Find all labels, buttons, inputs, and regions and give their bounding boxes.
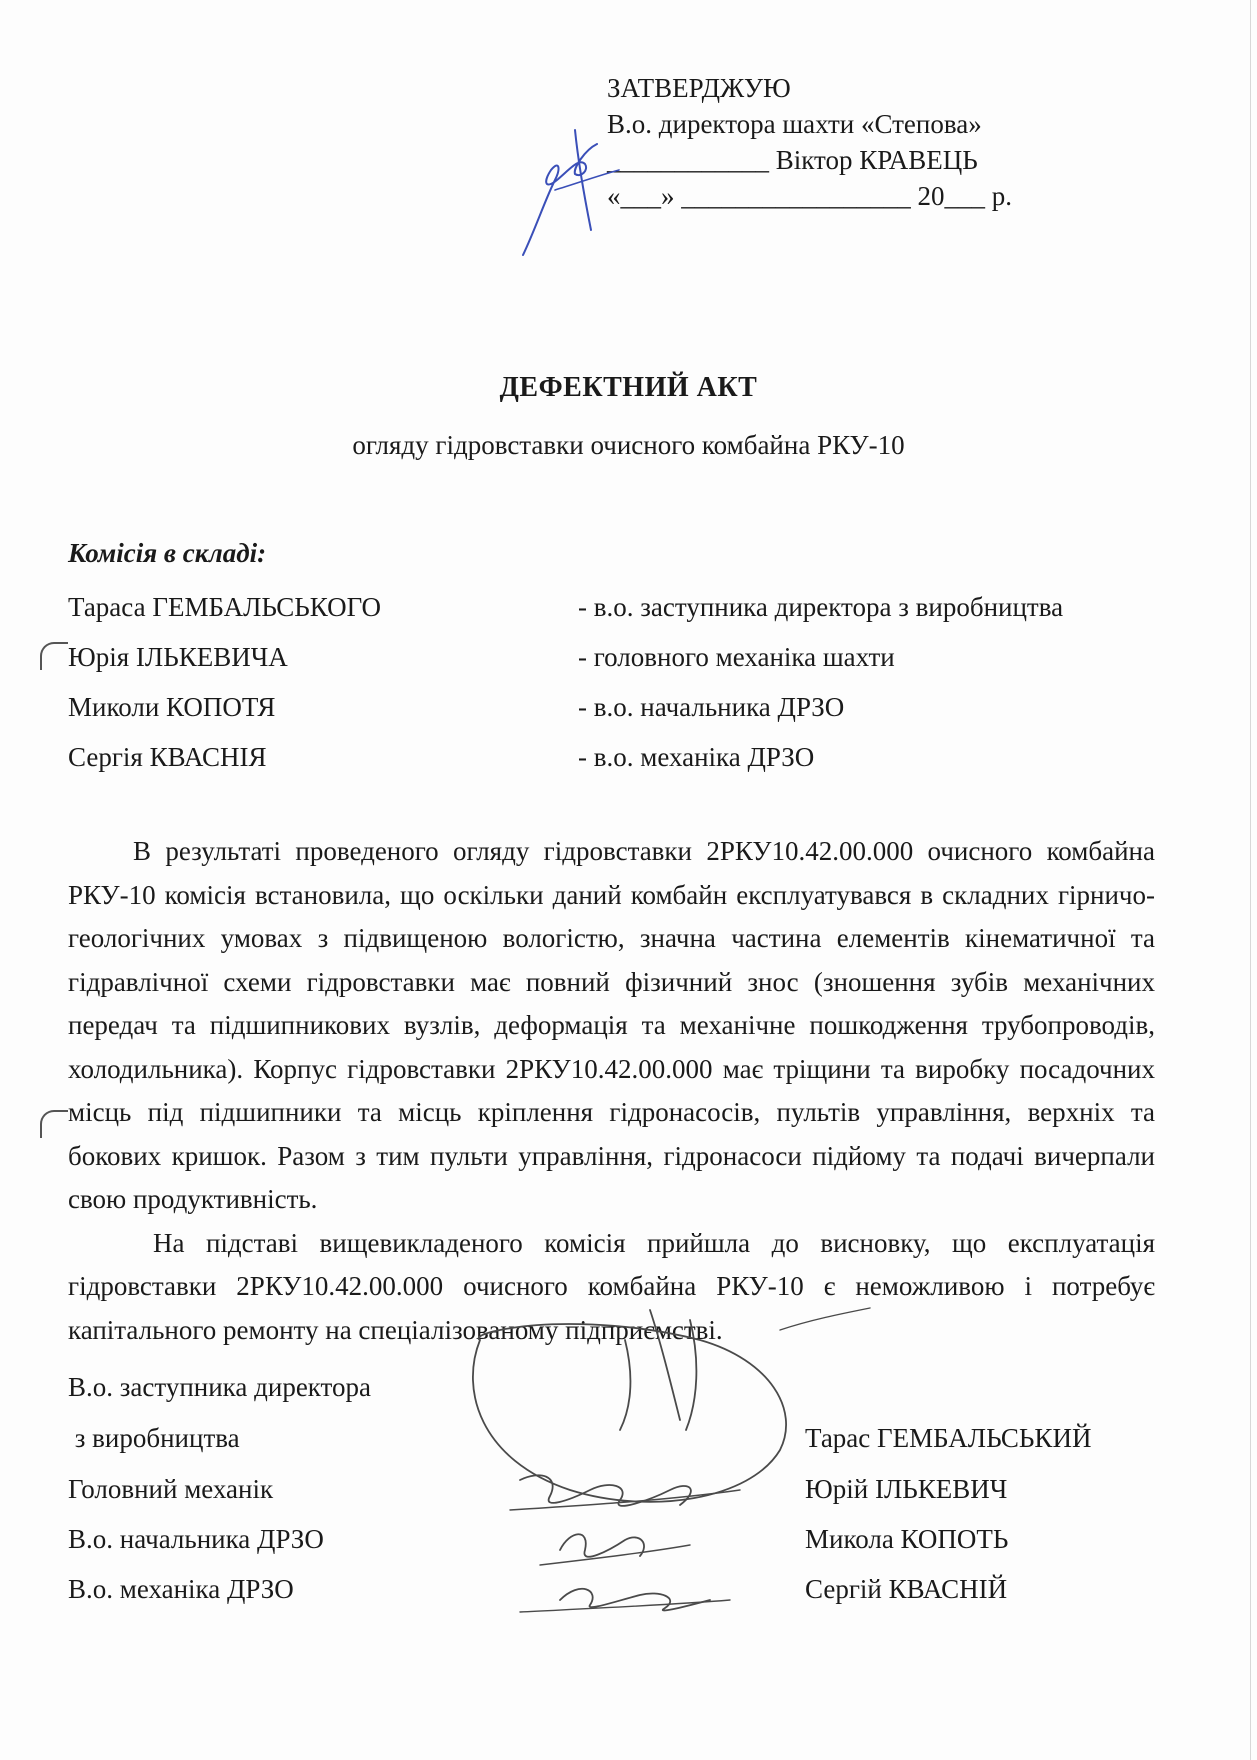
signature-position: Головний механік bbox=[68, 1474, 274, 1504]
member-role: - в.о. заступника директора з виробництва bbox=[578, 592, 1064, 622]
commission-member bbox=[68, 742, 1128, 778]
signature-row bbox=[68, 1423, 1128, 1459]
scan-edge bbox=[1250, 0, 1251, 1760]
approval-heading: ЗАТВЕРДЖУЮ bbox=[607, 73, 791, 103]
signature-name: Микола КОПОТЬ bbox=[805, 1524, 1009, 1554]
approval-signatory: ____________ Віктор КРАВЕЦЬ bbox=[607, 145, 978, 175]
member-name: Сергія КВАСНІЯ bbox=[68, 742, 267, 772]
body-paragraph: В результаті проведеного огляду гідровставки 2РКУ10.42.00.000 очисного комбайна РКУ-10 комісія встановила, що оскільки даний комбайн експлуатувався в складних гірничо-геологічних умовах з підвищеною вологістю, значна частина елементів кінематичної та гідравлічної схеми гідровставки має повний фізичний знос (зношення зубів механічних передач та підшипникових вузлів, деформація та механічне пошкодження трубопроводів, холодильника). Корпус гідровставки 2РКУ10.42.00.000 має тріщини та виробку посадочних місць під підшипники та місць кріплення гідронасосів, пультів управління, верхніх та бокових кришок. Разом з тим пульти управління, гідронасоси підйому та подачі вичерпали свою продуктивність. bbox=[68, 836, 1155, 1214]
body-paragraph: На підставі вищевикладеного комісія прийшла до висновку, що експлуатація гідровставки 2РКУ10.42.00.000 очисного комбайна РКУ-10 є неможливою і потребує капітального ремонту на спеціалізованому підприємстві. bbox=[68, 1227, 1155, 1345]
member-role: - головного механіка шахти bbox=[578, 642, 895, 672]
approval-date: «___» _________________ 20___ р. bbox=[607, 181, 1012, 211]
commission-heading: Комісія в складі: bbox=[68, 538, 267, 568]
signature-position: В.о. начальника ДРЗО bbox=[68, 1524, 324, 1554]
signature-row bbox=[68, 1372, 1128, 1408]
signature-position: В.о. заступника директора bbox=[68, 1372, 371, 1402]
commission-member bbox=[68, 642, 1128, 678]
document-subtitle: огляду гідровставки очисного комбайна РКУ-10 bbox=[352, 430, 905, 460]
punch-hole-mark bbox=[40, 1110, 68, 1138]
member-role: - в.о. механіка ДРЗО bbox=[578, 742, 815, 772]
signature-name: Юрій ІЛЬКЕВИЧ bbox=[805, 1474, 1008, 1504]
punch-hole-mark bbox=[40, 642, 68, 670]
approval-position: В.о. директора шахти «Степова» bbox=[607, 109, 982, 139]
document-body bbox=[68, 830, 1155, 1352]
signature-position: з виробництва bbox=[68, 1423, 240, 1453]
member-name: Миколи КОПОТЯ bbox=[68, 692, 276, 722]
signature-row bbox=[68, 1574, 1128, 1610]
commission-member bbox=[68, 692, 1128, 728]
member-role: - в.о. начальника ДРЗО bbox=[578, 692, 845, 722]
signature-position: В.о. механіка ДРЗО bbox=[68, 1574, 294, 1604]
signature-name: Тарас ГЕМБАЛЬСЬКИЙ bbox=[805, 1423, 1092, 1453]
commission-member bbox=[68, 592, 1128, 628]
signature-row bbox=[68, 1524, 1128, 1560]
member-name: Юрія ІЛЬКЕВИЧА bbox=[68, 642, 288, 672]
member-name: Тараса ГЕМБАЛЬСЬКОГО bbox=[68, 592, 382, 622]
document-title: ДЕФЕКТНИЙ АКТ bbox=[499, 372, 758, 403]
approval-block bbox=[607, 70, 1012, 214]
signature-row bbox=[68, 1474, 1128, 1510]
signature-name: Сергій КВАСНІЙ bbox=[805, 1574, 1008, 1604]
